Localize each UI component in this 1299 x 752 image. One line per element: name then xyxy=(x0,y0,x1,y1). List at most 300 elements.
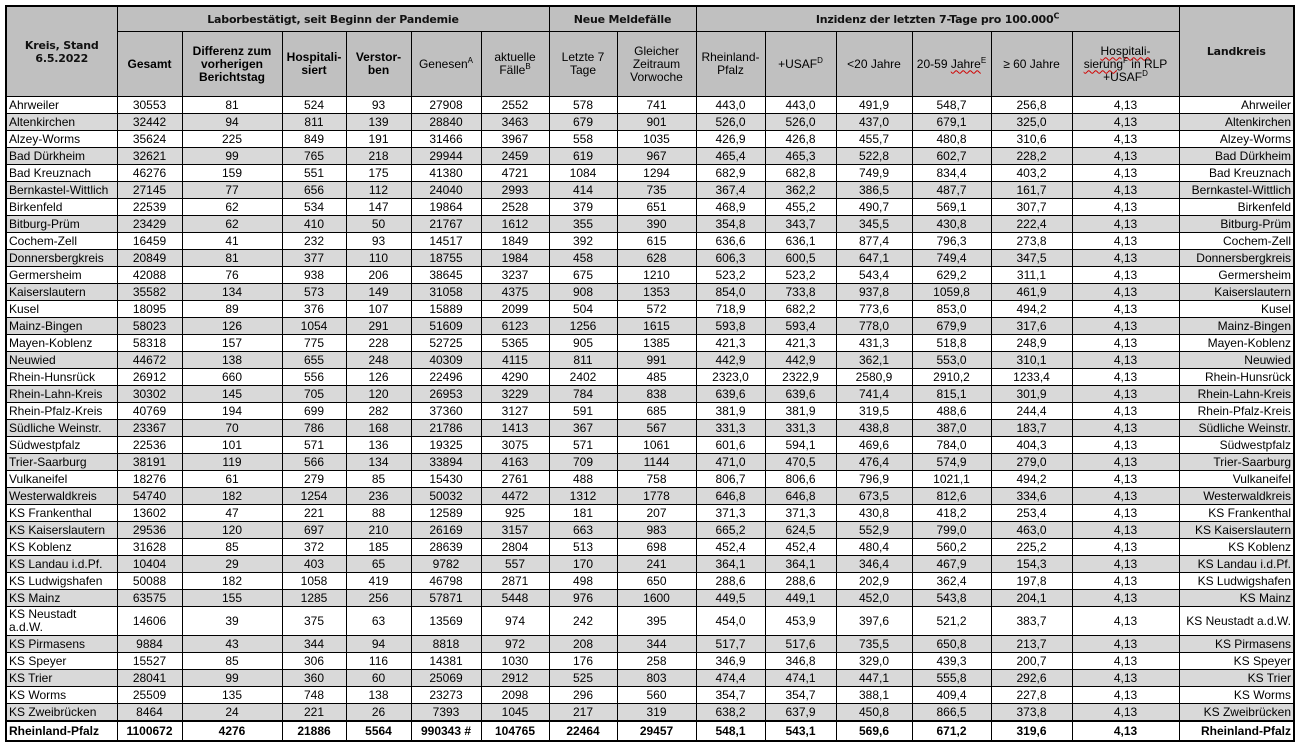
cell-gesamt: 58318 xyxy=(117,335,182,352)
cell-letzte-7-tage: 217 xyxy=(549,704,617,722)
cell-verstorben: 282 xyxy=(346,403,411,420)
cell-letzte-7-tage: 908 xyxy=(549,284,617,301)
cell-kreis: Neuwied xyxy=(6,352,117,369)
cell-hospitalisiert: 1054 xyxy=(282,318,346,335)
cell-vorwoche: 485 xyxy=(617,369,696,386)
cell-gesamt: 8464 xyxy=(117,704,182,722)
cell-hospitalisiert: 232 xyxy=(282,233,346,250)
cell-hospitalisiert: 1254 xyxy=(282,488,346,505)
cell-kreis: KS Landau i.d.Pf. xyxy=(6,556,117,573)
cell-verstorben: 210 xyxy=(346,522,411,539)
cell-kreis: Westerwaldkreis xyxy=(6,488,117,505)
cell-kreis: Cochem-Zell xyxy=(6,233,117,250)
cell-letzte-7-tage: 784 xyxy=(549,386,617,403)
cell-genesen: 51609 xyxy=(411,318,481,335)
cell-differenz: 126 xyxy=(182,318,282,335)
cell-inzidenz-rlp: 682,9 xyxy=(696,165,765,182)
cell-inzidenz-20-59: 518,8 xyxy=(912,335,991,352)
cell-gesamt: 54740 xyxy=(117,488,182,505)
cell-letzte-7-tage: 2402 xyxy=(549,369,617,386)
table-row xyxy=(6,97,1294,114)
cell-landkreis: Birkenfeld xyxy=(1179,199,1294,216)
cell-inzidenz-rlp: 601,6 xyxy=(696,437,765,454)
cell-vorwoche: 1353 xyxy=(617,284,696,301)
cell-inzidenz-20-59: 362,4 xyxy=(912,573,991,590)
cell-differenz: 145 xyxy=(182,386,282,403)
cell-inzidenz-20-59: 543,8 xyxy=(912,590,991,607)
cell-kreis: Rhein-Lahn-Kreis xyxy=(6,386,117,403)
cell-gesamt: 30553 xyxy=(117,97,182,114)
cell-inzidenz-ue60: 317,6 xyxy=(991,318,1072,335)
cell-inzidenz-usaf: 443,0 xyxy=(765,97,836,114)
cell-verstorben: 112 xyxy=(346,182,411,199)
header-2059-word: Jahre xyxy=(950,56,981,71)
cell-aktuelle-faelle: 2552 xyxy=(481,97,549,114)
cell-inzidenz-20-59: 480,8 xyxy=(912,131,991,148)
cell-letzte-7-tage: 905 xyxy=(549,335,617,352)
header-20-59 xyxy=(912,32,991,97)
cell-hospitalisierung: 4,13 xyxy=(1072,284,1179,301)
cell-inzidenz-20-59: 560,2 xyxy=(912,539,991,556)
cell-inzidenz-ue60: 404,3 xyxy=(991,437,1072,454)
table-row xyxy=(6,165,1294,182)
cell-vorwoche: 241 xyxy=(617,556,696,573)
cell-vorwoche: 741 xyxy=(617,97,696,114)
cell-inzidenz-ue60: 183,7 xyxy=(991,420,1072,437)
cell-aktuelle-faelle: 1413 xyxy=(481,420,549,437)
cell-hospitalisierung: 4,13 xyxy=(1072,233,1179,250)
cell-gesamt: 13602 xyxy=(117,505,182,522)
cell-kreis: Germersheim xyxy=(6,267,117,284)
cell-inzidenz-ue60: 197,8 xyxy=(991,573,1072,590)
cell-gesamt: 44672 xyxy=(117,352,182,369)
cell-inzidenz-u20: 569,6 xyxy=(836,721,912,741)
cell-inzidenz-usaf: 452,4 xyxy=(765,539,836,556)
cell-hospitalisiert: 655 xyxy=(282,352,346,369)
cell-letzte-7-tage: 976 xyxy=(549,590,617,607)
cell-verstorben: 175 xyxy=(346,165,411,182)
table-header xyxy=(6,6,1294,97)
cell-aktuelle-faelle: 4163 xyxy=(481,454,549,471)
cell-hospitalisiert: 410 xyxy=(282,216,346,233)
cell-inzidenz-20-59: 650,8 xyxy=(912,636,991,653)
cell-inzidenz-20-59: 548,7 xyxy=(912,97,991,114)
header-inzidenz-text: Inzidenz der letzten 7-Tage pro 100.000 xyxy=(815,12,1054,26)
cell-hospitalisiert: 765 xyxy=(282,148,346,165)
cell-inzidenz-20-59: 569,1 xyxy=(912,199,991,216)
cell-gesamt: 14606 xyxy=(117,607,182,636)
cell-hospitalisiert: 656 xyxy=(282,182,346,199)
cell-inzidenz-20-59: 671,2 xyxy=(912,721,991,741)
cell-genesen: 26953 xyxy=(411,386,481,403)
table-row xyxy=(6,607,1294,636)
cell-kreis: KS Neustadt a.d.W. xyxy=(6,607,117,636)
footnote-d2: D xyxy=(1142,68,1148,78)
cell-gesamt: 16459 xyxy=(117,233,182,250)
cell-verstorben: 65 xyxy=(346,556,411,573)
cell-inzidenz-20-59: 602,7 xyxy=(912,148,991,165)
cell-letzte-7-tage: 571 xyxy=(549,437,617,454)
cell-vorwoche: 650 xyxy=(617,573,696,590)
cell-aktuelle-faelle: 2912 xyxy=(481,670,549,687)
cell-inzidenz-u20: 346,4 xyxy=(836,556,912,573)
cell-vorwoche: 319 xyxy=(617,704,696,722)
cell-vorwoche: 901 xyxy=(617,114,696,131)
cell-landkreis: Neuwied xyxy=(1179,352,1294,369)
cell-hospitalisierung: 4,13 xyxy=(1072,148,1179,165)
cell-vorwoche: 758 xyxy=(617,471,696,488)
cell-kreis: Mainz-Bingen xyxy=(6,318,117,335)
cell-inzidenz-rlp: 426,9 xyxy=(696,131,765,148)
cell-inzidenz-u20: 469,6 xyxy=(836,437,912,454)
header-usaf-text: +USAF xyxy=(778,56,818,71)
cell-hospitalisiert: 377 xyxy=(282,250,346,267)
cell-letzte-7-tage: 488 xyxy=(549,471,617,488)
header-usaf xyxy=(765,32,836,97)
cell-gesamt: 35624 xyxy=(117,131,182,148)
cell-genesen: 31058 xyxy=(411,284,481,301)
cell-gesamt: 63575 xyxy=(117,590,182,607)
cell-hospitalisiert: 811 xyxy=(282,114,346,131)
cell-inzidenz-20-59: 487,7 xyxy=(912,182,991,199)
cell-hospitalisiert: 376 xyxy=(282,301,346,318)
cell-aktuelle-faelle: 3463 xyxy=(481,114,549,131)
footnote-e: E xyxy=(980,55,987,65)
cell-inzidenz-rlp: 465,4 xyxy=(696,148,765,165)
cell-gesamt: 32442 xyxy=(117,114,182,131)
cell-landkreis: KS Pirmasens xyxy=(1179,636,1294,653)
cell-hospitalisiert: 306 xyxy=(282,653,346,670)
table-row xyxy=(6,636,1294,653)
cell-inzidenz-rlp: 523,2 xyxy=(696,267,765,284)
cell-genesen: 990343 # xyxy=(411,721,481,741)
cell-landkreis: Rhein-Pfalz-Kreis xyxy=(1179,403,1294,420)
cell-aktuelle-faelle: 1612 xyxy=(481,216,549,233)
cell-inzidenz-ue60: 494,2 xyxy=(991,471,1072,488)
cell-vorwoche: 628 xyxy=(617,250,696,267)
cell-aktuelle-faelle: 4721 xyxy=(481,165,549,182)
footnote-d: D xyxy=(817,55,823,65)
cell-inzidenz-20-59: 418,2 xyxy=(912,505,991,522)
cell-verstorben: 139 xyxy=(346,114,411,131)
cell-aktuelle-faelle: 3127 xyxy=(481,403,549,420)
cell-inzidenz-usaf: 442,9 xyxy=(765,352,836,369)
cell-hospitalisiert: 344 xyxy=(282,636,346,653)
cell-inzidenz-u20: 447,1 xyxy=(836,670,912,687)
cell-differenz: 81 xyxy=(182,250,282,267)
cell-differenz: 41 xyxy=(182,233,282,250)
table-row xyxy=(6,471,1294,488)
cell-gesamt: 1100672 xyxy=(117,721,182,741)
cell-aktuelle-faelle: 972 xyxy=(481,636,549,653)
table-row xyxy=(6,301,1294,318)
cell-inzidenz-20-59: 679,9 xyxy=(912,318,991,335)
cell-landkreis: Rheinland-Pfalz xyxy=(1179,721,1294,741)
cell-letzte-7-tage: 675 xyxy=(549,267,617,284)
header-vorwoche: Gleicher Zeitraum Vorwoche xyxy=(617,32,696,97)
header-column-row xyxy=(6,32,1294,97)
table-row xyxy=(6,573,1294,590)
cell-hospitalisierung: 4,13 xyxy=(1072,573,1179,590)
cell-genesen: 12589 xyxy=(411,505,481,522)
cell-hospitalisiert: 571 xyxy=(282,437,346,454)
cell-gesamt: 27145 xyxy=(117,182,182,199)
cell-aktuelle-faelle: 4115 xyxy=(481,352,549,369)
cell-aktuelle-faelle: 925 xyxy=(481,505,549,522)
cell-letzte-7-tage: 1256 xyxy=(549,318,617,335)
cell-inzidenz-ue60: 325,0 xyxy=(991,114,1072,131)
header-stand-date: 6.5.2022 xyxy=(35,51,89,65)
cell-landkreis: Mayen-Koblenz xyxy=(1179,335,1294,352)
cell-inzidenz-u20: 455,7 xyxy=(836,131,912,148)
cell-hospitalisierung: 4,13 xyxy=(1072,216,1179,233)
cell-letzte-7-tage: 208 xyxy=(549,636,617,653)
cell-letzte-7-tage: 578 xyxy=(549,97,617,114)
cell-verstorben: 60 xyxy=(346,670,411,687)
cell-vorwoche: 991 xyxy=(617,352,696,369)
cell-inzidenz-usaf: 517,6 xyxy=(765,636,836,653)
cell-landkreis: Mainz-Bingen xyxy=(1179,318,1294,335)
cell-hospitalisiert: 699 xyxy=(282,403,346,420)
cell-inzidenz-rlp: 593,8 xyxy=(696,318,765,335)
table-total-row xyxy=(6,721,1294,741)
cell-genesen: 22496 xyxy=(411,369,481,386)
header-hospitalisierung xyxy=(1072,32,1179,97)
cell-inzidenz-ue60: 200,7 xyxy=(991,653,1072,670)
cell-landkreis: KS Kaiserslautern xyxy=(1179,522,1294,539)
cell-gesamt: 26912 xyxy=(117,369,182,386)
cell-inzidenz-u20: 202,9 xyxy=(836,573,912,590)
cell-hospitalisierung: 4,13 xyxy=(1072,454,1179,471)
cell-kreis: Trier-Saarburg xyxy=(6,454,117,471)
cell-differenz: 62 xyxy=(182,216,282,233)
cell-aktuelle-faelle: 3237 xyxy=(481,267,549,284)
cell-gesamt: 30302 xyxy=(117,386,182,403)
table-row xyxy=(6,704,1294,722)
cell-landkreis: Südwestpfalz xyxy=(1179,437,1294,454)
cell-kreis: Bad Kreuznach xyxy=(6,165,117,182)
cell-verstorben: 120 xyxy=(346,386,411,403)
cell-hospitalisiert: 551 xyxy=(282,165,346,182)
cell-hospitalisiert: 775 xyxy=(282,335,346,352)
cell-verstorben: 228 xyxy=(346,335,411,352)
cell-genesen: 25069 xyxy=(411,670,481,687)
cell-hospitalisierung: 4,13 xyxy=(1072,335,1179,352)
cell-verstorben: 236 xyxy=(346,488,411,505)
cell-landkreis: Germersheim xyxy=(1179,267,1294,284)
cell-letzte-7-tage: 22464 xyxy=(549,721,617,741)
cell-gesamt: 18095 xyxy=(117,301,182,318)
cell-hospitalisiert: 573 xyxy=(282,284,346,301)
cell-verstorben: 191 xyxy=(346,131,411,148)
cell-inzidenz-ue60: 310,1 xyxy=(991,352,1072,369)
header-group-inzidenz xyxy=(696,6,1179,32)
cell-hospitalisierung: 4,13 xyxy=(1072,182,1179,199)
cell-inzidenz-20-59: 555,8 xyxy=(912,670,991,687)
cell-gesamt: 40769 xyxy=(117,403,182,420)
cell-inzidenz-rlp: 468,9 xyxy=(696,199,765,216)
table-row xyxy=(6,114,1294,131)
cell-inzidenz-u20: 937,8 xyxy=(836,284,912,301)
cell-genesen: 28639 xyxy=(411,539,481,556)
cell-kreis: Donnersbergkreis xyxy=(6,250,117,267)
cell-inzidenz-usaf: 474,1 xyxy=(765,670,836,687)
cell-kreis: KS Koblenz xyxy=(6,539,117,556)
cell-differenz: 182 xyxy=(182,573,282,590)
cell-inzidenz-usaf: 453,9 xyxy=(765,607,836,636)
cell-vorwoche: 1385 xyxy=(617,335,696,352)
cell-inzidenz-20-59: 1059,8 xyxy=(912,284,991,301)
cell-genesen: 46798 xyxy=(411,573,481,590)
cell-inzidenz-usaf: 526,0 xyxy=(765,114,836,131)
cell-inzidenz-rlp: 718,9 xyxy=(696,301,765,318)
cell-vorwoche: 567 xyxy=(617,420,696,437)
cell-inzidenz-u20: 490,7 xyxy=(836,199,912,216)
cell-aktuelle-faelle: 2099 xyxy=(481,301,549,318)
cell-hospitalisierung: 4,13 xyxy=(1072,199,1179,216)
cell-vorwoche: 395 xyxy=(617,607,696,636)
cell-verstorben: 26 xyxy=(346,704,411,722)
cell-kreis: Bitburg-Prüm xyxy=(6,216,117,233)
cell-inzidenz-usaf: 637,9 xyxy=(765,704,836,722)
cell-differenz: 99 xyxy=(182,148,282,165)
cell-kreis: Mayen-Koblenz xyxy=(6,335,117,352)
cell-differenz: 29 xyxy=(182,556,282,573)
cell-differenz: 89 xyxy=(182,301,282,318)
cell-inzidenz-rlp: 526,0 xyxy=(696,114,765,131)
table-row xyxy=(6,148,1294,165)
cell-landkreis: Alzey-Worms xyxy=(1179,131,1294,148)
cell-vorwoche: 735 xyxy=(617,182,696,199)
cell-inzidenz-ue60: 311,1 xyxy=(991,267,1072,284)
cell-verstorben: 419 xyxy=(346,573,411,590)
header-verstorben: Verstor-ben xyxy=(346,32,411,97)
cell-genesen: 19325 xyxy=(411,437,481,454)
cell-kreis: Rhein-Hunsrück xyxy=(6,369,117,386)
header-genesen-text: Genesen xyxy=(418,56,468,71)
cell-verstorben: 94 xyxy=(346,636,411,653)
cell-landkreis: KS Mainz xyxy=(1179,590,1294,607)
cell-verstorben: 136 xyxy=(346,437,411,454)
cell-verstorben: 88 xyxy=(346,505,411,522)
cell-vorwoche: 838 xyxy=(617,386,696,403)
cell-hospitalisierung: 4,13 xyxy=(1072,301,1179,318)
cell-kreis: KS Kaiserslautern xyxy=(6,522,117,539)
cell-differenz: 43 xyxy=(182,636,282,653)
cell-letzte-7-tage: 379 xyxy=(549,199,617,216)
cell-inzidenz-usaf: 364,1 xyxy=(765,556,836,573)
table-row xyxy=(6,284,1294,301)
cell-inzidenz-rlp: 381,9 xyxy=(696,403,765,420)
cell-inzidenz-rlp: 442,9 xyxy=(696,352,765,369)
cell-vorwoche: 967 xyxy=(617,148,696,165)
table-row xyxy=(6,454,1294,471)
cell-inzidenz-rlp: 364,1 xyxy=(696,556,765,573)
cell-differenz: 85 xyxy=(182,653,282,670)
cell-aktuelle-faelle: 1849 xyxy=(481,233,549,250)
cell-hospitalisierung: 4,13 xyxy=(1072,97,1179,114)
cell-hospitalisierung: 4,13 xyxy=(1072,522,1179,539)
cell-hospitalisierung: 4,13 xyxy=(1072,250,1179,267)
cell-inzidenz-u20: 543,4 xyxy=(836,267,912,284)
footnote-f: F xyxy=(1123,55,1128,65)
cell-inzidenz-ue60: 463,0 xyxy=(991,522,1072,539)
cell-inzidenz-20-59: 387,0 xyxy=(912,420,991,437)
cell-inzidenz-usaf: 733,8 xyxy=(765,284,836,301)
cell-genesen: 26169 xyxy=(411,522,481,539)
cell-genesen: 19864 xyxy=(411,199,481,216)
table-row xyxy=(6,687,1294,704)
cell-verstorben: 126 xyxy=(346,369,411,386)
cell-landkreis: Ahrweiler xyxy=(1179,97,1294,114)
cell-kreis: Bernkastel-Wittlich xyxy=(6,182,117,199)
cell-inzidenz-rlp: 471,0 xyxy=(696,454,765,471)
header-hosp-line2-word: sierung xyxy=(1083,56,1124,71)
cell-genesen: 24040 xyxy=(411,182,481,199)
cell-genesen: 7393 xyxy=(411,704,481,722)
cell-hospitalisiert: 1285 xyxy=(282,590,346,607)
table-row xyxy=(6,250,1294,267)
cell-inzidenz-ue60: 307,7 xyxy=(991,199,1072,216)
cell-differenz: 135 xyxy=(182,687,282,704)
cell-gesamt: 22536 xyxy=(117,437,182,454)
cell-inzidenz-u20: 741,4 xyxy=(836,386,912,403)
footnote-a: A xyxy=(467,55,474,65)
cell-hospitalisierung: 4,13 xyxy=(1072,352,1179,369)
header-ueber-60: ≥ 60 Jahre xyxy=(991,32,1072,97)
footnote-b: B xyxy=(525,62,531,71)
cell-letzte-7-tage: 709 xyxy=(549,454,617,471)
cell-vorwoche: 651 xyxy=(617,199,696,216)
cell-hospitalisiert: 748 xyxy=(282,687,346,704)
cell-vorwoche: 685 xyxy=(617,403,696,420)
cell-genesen: 40309 xyxy=(411,352,481,369)
cell-inzidenz-u20: 673,5 xyxy=(836,488,912,505)
cell-differenz: 194 xyxy=(182,403,282,420)
cell-vorwoche: 1210 xyxy=(617,267,696,284)
cell-vorwoche: 1035 xyxy=(617,131,696,148)
cell-inzidenz-20-59: 521,2 xyxy=(912,607,991,636)
cell-inzidenz-20-59: 834,4 xyxy=(912,165,991,182)
cell-differenz: 134 xyxy=(182,284,282,301)
cell-landkreis: Rhein-Lahn-Kreis xyxy=(1179,386,1294,403)
cell-landkreis: KS Ludwigshafen xyxy=(1179,573,1294,590)
cell-inzidenz-u20: 319,5 xyxy=(836,403,912,420)
cell-verstorben: 218 xyxy=(346,148,411,165)
cell-genesen: 13569 xyxy=(411,607,481,636)
cell-inzidenz-20-59: 815,1 xyxy=(912,386,991,403)
cell-hospitalisierung: 4,13 xyxy=(1072,670,1179,687)
cell-differenz: 101 xyxy=(182,437,282,454)
cell-landkreis: KS Worms xyxy=(1179,687,1294,704)
cell-inzidenz-u20: 431,3 xyxy=(836,335,912,352)
cell-genesen: 15430 xyxy=(411,471,481,488)
cell-vorwoche: 560 xyxy=(617,687,696,704)
cell-inzidenz-ue60: 494,2 xyxy=(991,301,1072,318)
cell-aktuelle-faelle: 3967 xyxy=(481,131,549,148)
cell-inzidenz-u20: 773,6 xyxy=(836,301,912,318)
cell-inzidenz-rlp: 449,5 xyxy=(696,590,765,607)
cell-gesamt: 18276 xyxy=(117,471,182,488)
header-differenz: Differenz zum vorherigen Berichtstag xyxy=(182,32,282,97)
header-kreis-stand xyxy=(6,6,117,97)
cell-inzidenz-usaf: 523,2 xyxy=(765,267,836,284)
cell-inzidenz-20-59: 409,4 xyxy=(912,687,991,704)
cell-inzidenz-20-59: 799,0 xyxy=(912,522,991,539)
cell-genesen: 33894 xyxy=(411,454,481,471)
cell-inzidenz-usaf: 682,8 xyxy=(765,165,836,182)
cell-aktuelle-faelle: 4472 xyxy=(481,488,549,505)
